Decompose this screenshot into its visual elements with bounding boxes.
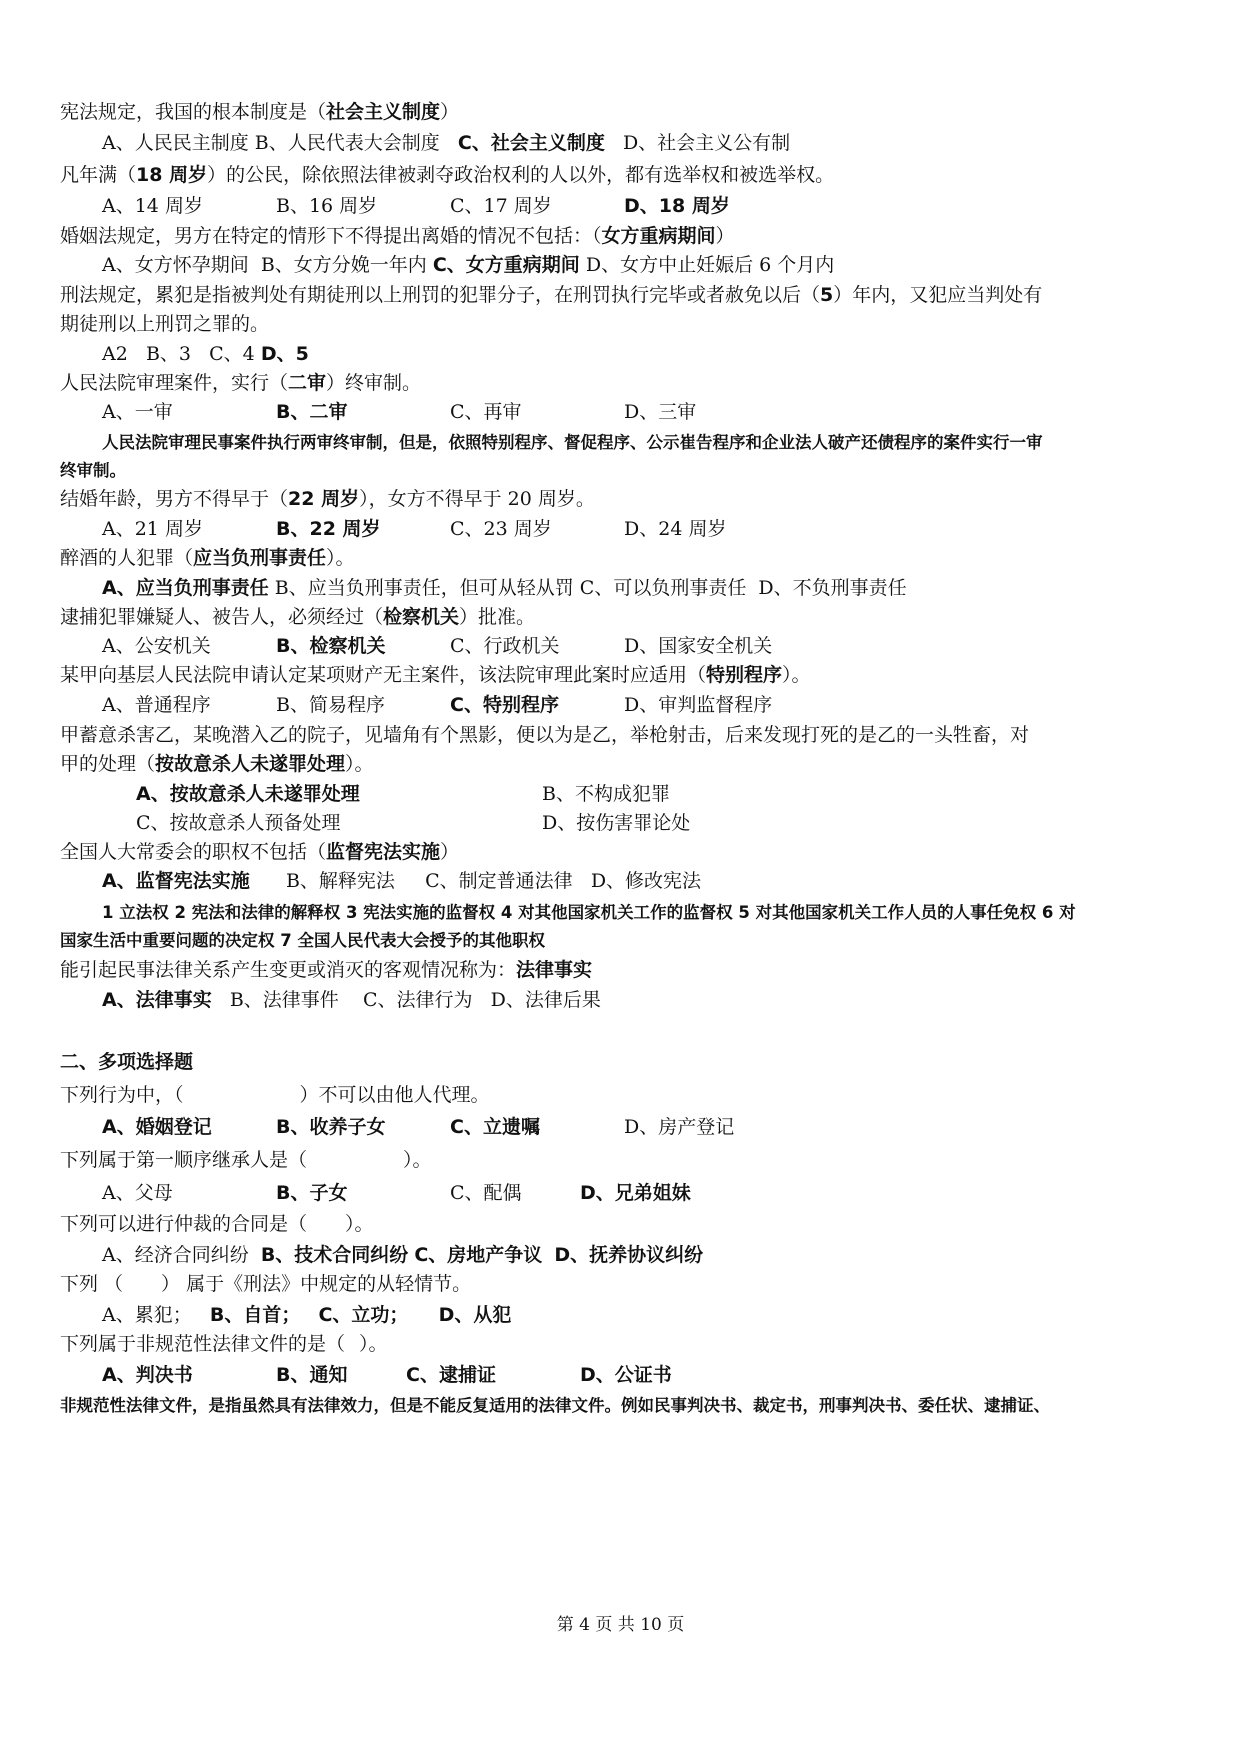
question-7-options <box>102 576 907 600</box>
option: A、普通程序 <box>102 694 211 716</box>
option: C、立遗嘱 <box>450 1116 540 1138</box>
option: A、14 周岁 <box>102 195 203 217</box>
option: B、女方分娩一年内 <box>260 254 427 276</box>
option: C、再审 <box>450 401 522 423</box>
question-9-stem: 某甲向基层人民法院申请认定某项财产无主案件，该法院审理此案时应适用（特别程序）。 <box>60 664 811 686</box>
option: B、通知 <box>276 1364 348 1386</box>
question-6-stem: 结婚年龄，男方不得早于（22 周岁），女方不得早于 20 周岁。 <box>60 488 595 510</box>
question-5-stem: 人民法院审理案件，实行（二审）终审制。 <box>60 372 422 394</box>
question-4-stem: 刑法规定，累犯是指被判处有期徒刑以上刑罚的犯罪分子，在刑罚执行完毕或者赦免以后（5）年内，又犯应当判处有 <box>60 284 1043 306</box>
option: D、审判监督程序 <box>624 694 773 716</box>
question-5-note-cont: 终审制。 <box>60 461 126 480</box>
option: C、配偶 <box>450 1182 522 1204</box>
question-5-note: 人民法院审理民事案件执行两审终审制，但是，依照特别程序、督促程序、公示崔告程序和企业法人破产还债程序的案件实行一审 <box>102 433 1043 452</box>
mc-question-2-stem: 下列属于第一顺序继承人是（ ）。 <box>60 1149 432 1171</box>
option: A、按故意杀人未遂罪处理 <box>136 783 360 805</box>
section-title: 二、多项选择题 <box>60 1051 194 1073</box>
option: D、5 <box>260 343 309 365</box>
option: A、婚姻登记 <box>102 1116 212 1138</box>
option: A、法律事实 <box>102 989 212 1011</box>
option: C、23 周岁 <box>450 518 552 540</box>
option: B、简易程序 <box>276 694 385 716</box>
option: C、特别程序 <box>450 694 559 716</box>
option: C、房地产争议 <box>414 1244 543 1266</box>
option: B、法律事件 <box>229 989 339 1011</box>
option: C、立功； <box>318 1304 409 1326</box>
mc-question-3-options <box>102 1243 703 1267</box>
question-7-stem: 醉酒的人犯罪（应当负刑事责任）。 <box>60 547 355 569</box>
page-footer: 第 4 页 共 10 页 <box>556 1615 685 1635</box>
option: A、一审 <box>102 401 173 423</box>
option: B、检察机关 <box>276 635 386 657</box>
question-11-stem: 全国人大常委会的职权不包括（监督宪法实施） <box>60 841 460 863</box>
option: C、4 <box>209 343 255 365</box>
option: B、16 周岁 <box>276 195 378 217</box>
option: D、法律后果 <box>490 989 601 1011</box>
question-10-stem: 甲蓄意杀害乙，某晚潜入乙的院子，见墙角有个黑影，便以为是乙，举枪射击，后来发现打死的是乙的一头牲畜，对 <box>60 724 1030 746</box>
option: D、从犯 <box>438 1304 512 1326</box>
option: A、监督宪法实施 <box>102 870 250 892</box>
mc-question-5-note: 非规范性法律文件，是指虽然具有法律效力，但是不能反复适用的法律文件。例如民事判决书、裁定书，刑事判决书、委任状、逮捕证、 <box>60 1396 1050 1415</box>
option: D、三审 <box>624 401 697 423</box>
question-3-options <box>102 253 834 277</box>
option: C、逮捕证 <box>406 1364 496 1386</box>
option: B、3 <box>145 343 191 365</box>
mc-question-4-stem: 下列 （ ） 属于《刑法》中规定的从轻情节。 <box>60 1273 472 1295</box>
option: D、不负刑事责任 <box>758 577 907 599</box>
option: B、子女 <box>276 1182 348 1204</box>
question-2-stem: 凡年满（18 周岁）的公民，除依照法律被剥夺政治权利的人以外，都有选举权和被选举权。 <box>60 164 835 186</box>
option: C、社会主义制度 <box>457 132 605 154</box>
option: A、判决书 <box>102 1364 193 1386</box>
option: B、自首； <box>209 1304 301 1326</box>
option: B、收养子女 <box>276 1116 386 1138</box>
option: D、按伤害罪论处 <box>542 812 691 834</box>
option: C、可以负刑事责任 <box>579 577 747 599</box>
option: C、制定普通法律 <box>425 870 573 892</box>
question-1-stem: 宪法规定，我国的根本制度是（社会主义制度） <box>60 101 460 123</box>
option: A、累犯； <box>102 1304 192 1326</box>
option: A、经济合同纠纷 <box>102 1244 249 1266</box>
question-11-note-cont: 国家生活中重要问题的决定权 7 全国人民代表大会授予的其他职权 <box>60 931 545 950</box>
option: C、17 周岁 <box>450 195 552 217</box>
question-11-options <box>102 869 701 893</box>
question-4-options <box>102 342 309 366</box>
option: B、22 周岁 <box>276 518 381 540</box>
option: D、兄弟姐妹 <box>580 1182 691 1204</box>
option: B、应当负刑事责任，但可从轻从罚 <box>274 577 574 599</box>
option: D、女方中止妊娠后 6 个月内 <box>585 254 835 276</box>
option: D、国家安全机关 <box>624 635 773 657</box>
question-10-stem-cont: 甲的处理（按故意杀人未遂罪处理）。 <box>60 753 374 775</box>
option: D、修改宪法 <box>590 870 702 892</box>
option: A、公安机关 <box>102 635 211 657</box>
option: B、人民代表大会制度 <box>254 132 440 154</box>
question-8-stem: 逮捕犯罪嫌疑人、被告人，必须经过（检察机关）批准。 <box>60 606 536 628</box>
mc-question-5-stem: 下列属于非规范性法律文件的是（ ）。 <box>60 1333 388 1355</box>
option: A、人民民主制度 <box>102 132 249 154</box>
option: A、应当负刑事责任 <box>102 577 269 599</box>
option: C、法律行为 <box>362 989 473 1011</box>
option: C、按故意杀人预备处理 <box>136 812 341 834</box>
option: C、行政机关 <box>450 635 560 657</box>
option: A2 <box>102 343 128 365</box>
option: B、二审 <box>276 401 348 423</box>
option: B、技术合同纠纷 <box>260 1244 409 1266</box>
option: B、不构成犯罪 <box>542 783 670 805</box>
option: B、解释宪法 <box>285 870 395 892</box>
mc-question-3-stem: 下列可以进行仲裁的合同是（ ）。 <box>60 1213 374 1235</box>
option: C、女方重病期间 <box>432 254 580 276</box>
question-3-stem: 婚姻法规定，男方在特定的情形下不得提出离婚的情况不包括：（女方重病期间） <box>60 225 735 247</box>
option: A、父母 <box>102 1182 173 1204</box>
question-1-options <box>102 131 790 155</box>
question-12-stem: 能引起民事法律关系产生变更或消灭的客观情况称为：法律事实 <box>60 959 593 981</box>
option: A、女方怀孕期间 <box>102 254 249 276</box>
option: D、24 周岁 <box>624 518 727 540</box>
option: D、社会主义公有制 <box>622 132 791 154</box>
option: A、21 周岁 <box>102 518 203 540</box>
question-11-note: 1 立法权 2 宪法和法律的解释权 3 宪法实施的监督权 4 对其他国家机关工作的监督权 5 对其他国家机关工作人员的人事任免权 6 对 <box>102 903 1076 922</box>
question-12-options <box>102 988 601 1012</box>
option: D、房产登记 <box>624 1116 735 1138</box>
option: D、公证书 <box>580 1364 672 1386</box>
mc-question-4-options <box>102 1303 511 1327</box>
mc-question-1-stem: 下列行为中，（ ）不可以由他人代理。 <box>60 1084 490 1106</box>
option: D、18 周岁 <box>624 195 730 217</box>
option: D、抚养协议纠纷 <box>554 1244 704 1266</box>
question-4-stem-cont: 期徒刑以上刑罚之罪的。 <box>60 313 270 335</box>
